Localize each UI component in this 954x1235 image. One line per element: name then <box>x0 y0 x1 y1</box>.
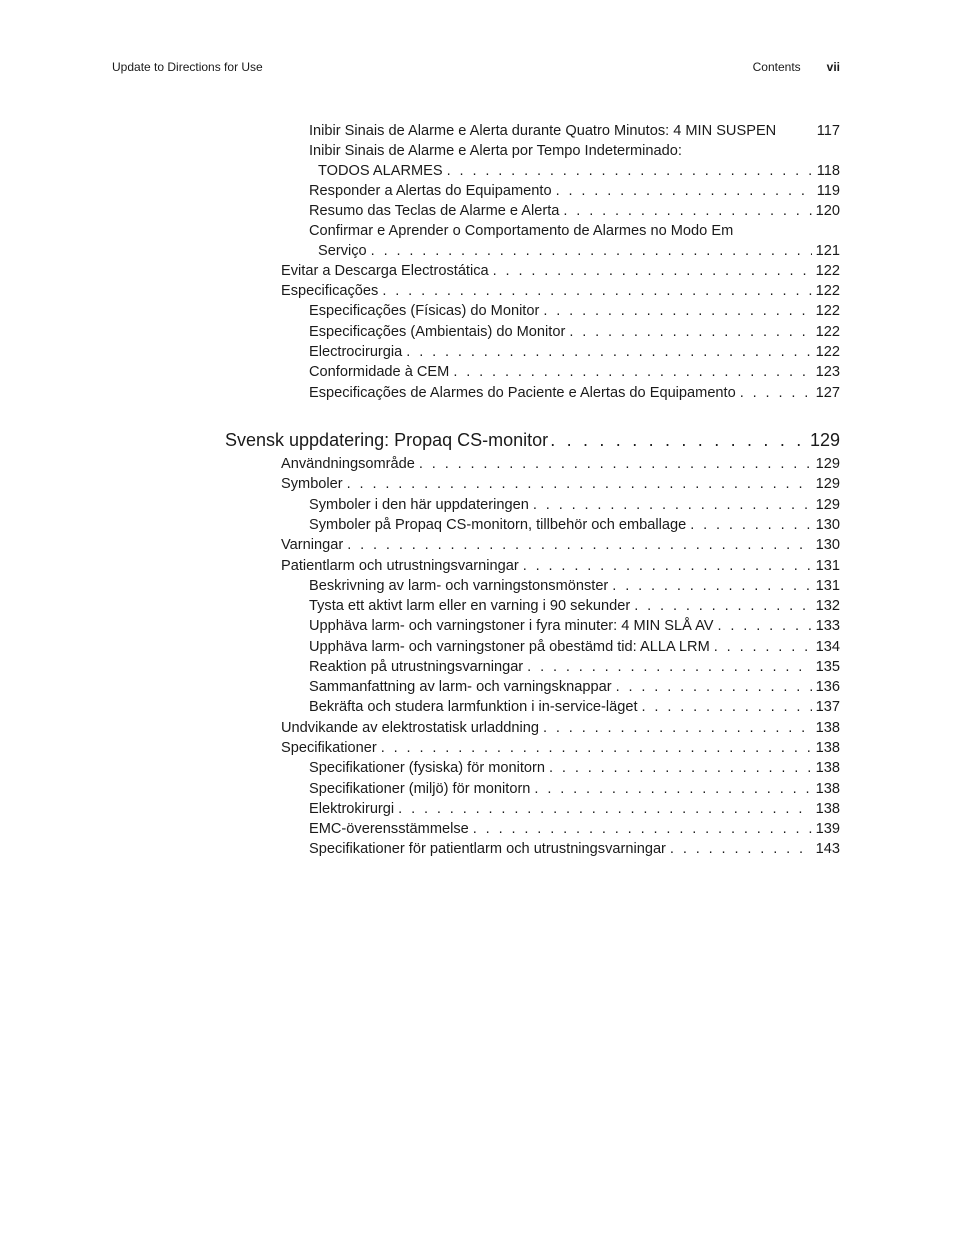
toc-entry-title: Symboler på Propaq CS-monitorn, tillbehör och emballage <box>309 517 687 533</box>
toc-entry-upphava-obestamd[interactable] <box>309 636 840 656</box>
toc-entry-title: Resumo das Teclas de Alarme e Alerta <box>309 203 560 219</box>
toc-entry-tysta[interactable] <box>309 595 840 615</box>
running-header-title: Update to Directions for Use <box>112 60 263 74</box>
toc-entry-title: Patientlarm och utrustningsvarningar <box>281 558 519 574</box>
toc-entry-page: 138 <box>815 801 840 817</box>
toc-leader-dots <box>527 658 811 676</box>
toc-entry-spec-fysiska[interactable] <box>309 757 840 777</box>
toc-entry-page: 134 <box>815 639 840 655</box>
toc-entry-title: Especificações (Ambientais) do Monitor <box>309 324 566 340</box>
toc-leader-dots <box>371 242 812 260</box>
toc-leader-dots <box>473 820 812 838</box>
toc-leader-dots <box>690 516 811 534</box>
toc-entry-title: Specifikationer för patientlarm och utrustningsvarningar <box>309 841 666 857</box>
toc-leader-dots <box>740 384 812 402</box>
toc-entry-bekrafta[interactable] <box>309 696 840 716</box>
toc-leader-dots <box>419 455 812 473</box>
toc-entry-page: 133 <box>815 618 840 634</box>
toc-leader-dots <box>717 617 811 635</box>
toc-entry-title: Bekräfta och studera larmfunktion i in-service-läget <box>309 699 638 715</box>
toc-entry-page: 138 <box>815 720 840 736</box>
toc-entry-symboler[interactable] <box>281 473 840 493</box>
toc-entry-title: Beskrivning av larm- och varningstonsmönster <box>309 578 609 594</box>
toc-entry-inibir-indet-line1: Inibir Sinais de Alarme e Alerta por Tempo Indeterminado: <box>309 143 682 159</box>
toc-entry-page: 122 <box>815 283 840 299</box>
toc-entry-electrocirurgia[interactable] <box>309 341 840 361</box>
toc-entry-page: 139 <box>815 821 840 837</box>
toc-leader-dots <box>556 182 813 200</box>
toc-entry-page: 131 <box>815 558 840 574</box>
toc-entry-specifikationer[interactable] <box>281 737 840 757</box>
toc-entry-confirmar[interactable] <box>318 240 840 260</box>
toc-entry-patientlarm[interactable] <box>281 555 840 575</box>
toc-entry-beskrivning[interactable] <box>309 575 840 595</box>
toc-entry-page: 135 <box>815 659 840 675</box>
toc-entry-title: Symboler i den här uppdateringen <box>309 497 529 513</box>
toc-entry-esp-fisicas[interactable] <box>309 300 840 320</box>
toc-entry-page: 132 <box>815 598 840 614</box>
toc-entry-sammanfattning[interactable] <box>309 676 840 696</box>
toc-entry-page: 119 <box>816 183 840 199</box>
toc-entry-title: Responder a Alertas do Equipamento <box>309 183 552 199</box>
toc-entry-spec-patientlarm[interactable] <box>309 838 840 858</box>
toc-entry-title: EMC-överensstämmelse <box>309 821 469 837</box>
toc-entry-especificacoes[interactable] <box>281 280 840 300</box>
toc-entry-title: Conformidade à CEM <box>309 364 450 380</box>
toc-entry-page: 138 <box>815 781 840 797</box>
toc-leader-dots <box>534 780 811 798</box>
toc-entry-title: Especificações <box>281 283 379 299</box>
toc-entry-upphava-fyra[interactable] <box>309 615 840 635</box>
toc-section-title: Svensk uppdatering: Propaq CS-monitor <box>225 430 549 450</box>
toc-leader-dots <box>612 577 811 595</box>
toc-leader-dots <box>563 202 811 220</box>
toc-entry-title: Varningar <box>281 537 344 553</box>
toc-leader-dots <box>406 343 811 361</box>
toc-entry-symboler-propaq[interactable] <box>309 514 840 534</box>
toc-entry-inibir-indet[interactable] <box>318 160 840 180</box>
toc-entry-page: 137 <box>815 699 840 715</box>
toc-entry-title: Especificações (Físicas) do Monitor <box>309 303 540 319</box>
toc-entry-title: Evitar a Descarga Electrostática <box>281 263 489 279</box>
toc-entry-evitar[interactable] <box>281 260 840 280</box>
toc-entry-inibir-quatro[interactable] <box>309 120 840 140</box>
toc-entry-title: Användningsområde <box>281 456 415 472</box>
toc-leader-dots <box>347 536 811 554</box>
toc-entry-elektrokirurgi[interactable] <box>309 798 840 818</box>
toc-entry-title: Upphäva larm- och varningstoner i fyra minuter: 4 MIN SLÅ AV <box>309 618 714 634</box>
toc-entry-resumo[interactable] <box>309 200 840 220</box>
toc-leader-dots <box>523 557 812 575</box>
toc-leader-dots <box>616 678 812 696</box>
toc-entry-page: 130 <box>815 537 840 553</box>
toc-leader-dots <box>398 800 811 818</box>
toc-entry-responder[interactable] <box>309 180 840 200</box>
toc-entry-page: 122 <box>815 263 840 279</box>
toc-leader-dots <box>347 475 812 493</box>
toc-entry-reaktion[interactable] <box>309 656 840 676</box>
toc-entry-page: 121 <box>815 243 840 259</box>
toc-entry-title: Electrocirurgia <box>309 344 403 360</box>
toc-entry-symboler-har[interactable] <box>309 494 840 514</box>
toc-entry-page: 123 <box>815 364 840 380</box>
running-header-right <box>753 60 840 74</box>
toc-entry-title: Specifikationer (fysiska) för monitorn <box>309 760 546 776</box>
toc-leader-dots <box>543 302 811 320</box>
toc-entry-page: 122 <box>815 303 840 319</box>
toc-entry-page: 129 <box>815 476 840 492</box>
toc-leader-dots <box>714 638 812 656</box>
toc-leader-dots <box>447 162 813 180</box>
toc-entry-conformidade[interactable] <box>309 361 840 381</box>
toc-entry-page: 136 <box>815 679 840 695</box>
toc-entry-anvandning[interactable] <box>281 453 840 473</box>
toc-entry-title: Specifikationer (miljö) för monitorn <box>309 781 531 797</box>
toc-entry-spec-miljo[interactable] <box>309 778 840 798</box>
toc-entry-title: Upphäva larm- och varningstoner på obestämd tid: ALLA LRM <box>309 639 710 655</box>
toc-entry-title: Undvikande av elektrostatisk urladdning <box>281 720 539 736</box>
toc-leader-dots <box>634 597 811 615</box>
toc-entry-title: Reaktion på utrustningsvarningar <box>309 659 524 675</box>
toc-leader-dots <box>543 719 812 737</box>
toc-entry-title: Sammanfattning av larm- och varningsknappar <box>309 679 612 695</box>
toc-leader-dots <box>533 496 812 514</box>
toc-leader-dots <box>381 739 812 757</box>
toc-entry-page: 117 <box>816 123 840 139</box>
toc-entry-page: 127 <box>815 385 840 401</box>
toc-entry-varningar[interactable] <box>281 534 840 554</box>
toc-section-svensk[interactable] <box>225 427 840 451</box>
toc-section-page: 129 <box>809 430 840 450</box>
toc-entry-title: Especificações de Alarmes do Paciente e Alertas do Equipamento <box>309 385 736 401</box>
toc-entry-page: 129 <box>815 497 840 513</box>
toc-leader-dots <box>550 430 808 451</box>
toc-entry-page: 129 <box>815 456 840 472</box>
toc-entry-page: 143 <box>815 841 840 857</box>
running-header-section: Contents <box>752 60 801 74</box>
toc-entry-undvikande[interactable] <box>281 717 840 737</box>
toc-leader-dots <box>569 323 811 341</box>
toc-entry-confirmar-line1: Confirmar e Aprender o Comportamento de Alarmes no Modo Em <box>309 223 734 239</box>
toc-entry-emc[interactable] <box>309 818 840 838</box>
toc-entry-page: 122 <box>815 344 840 360</box>
toc-entry-page: 122 <box>815 324 840 340</box>
page-number: vii <box>826 60 840 74</box>
toc-leader-dots <box>642 698 812 716</box>
toc-entry-title: TODOS ALARMES <box>318 163 443 179</box>
toc-entry-title: Symboler <box>281 476 343 492</box>
toc-leader-dots <box>493 262 812 280</box>
toc-leader-dots <box>549 759 812 777</box>
toc-entry-title: Tysta ett aktivt larm eller en varning i 90 sekunder <box>309 598 631 614</box>
toc-entry-title: Serviço <box>318 243 367 259</box>
toc-entry-page: 118 <box>816 163 840 179</box>
toc-leader-dots <box>382 282 811 300</box>
toc-entry-page: 120 <box>815 203 840 219</box>
toc-entry-title: Inibir Sinais de Alarme e Alerta durante Quatro Minutos: 4 MIN SUSPEN <box>309 123 777 139</box>
toc-entry-page: 130 <box>815 517 840 533</box>
toc-leader-dots <box>670 840 812 858</box>
toc-entry-title: Elektrokirurgi <box>309 801 395 817</box>
toc-entry-page: 131 <box>815 578 840 594</box>
toc-entry-page: 138 <box>815 740 840 756</box>
toc-entry-esp-alarmes[interactable] <box>309 382 840 402</box>
toc-entry-page: 138 <box>815 760 840 776</box>
toc-leader-dots <box>453 363 811 381</box>
toc-entry-esp-ambientais[interactable] <box>309 321 840 341</box>
toc-entry-title: Specifikationer <box>281 740 377 756</box>
